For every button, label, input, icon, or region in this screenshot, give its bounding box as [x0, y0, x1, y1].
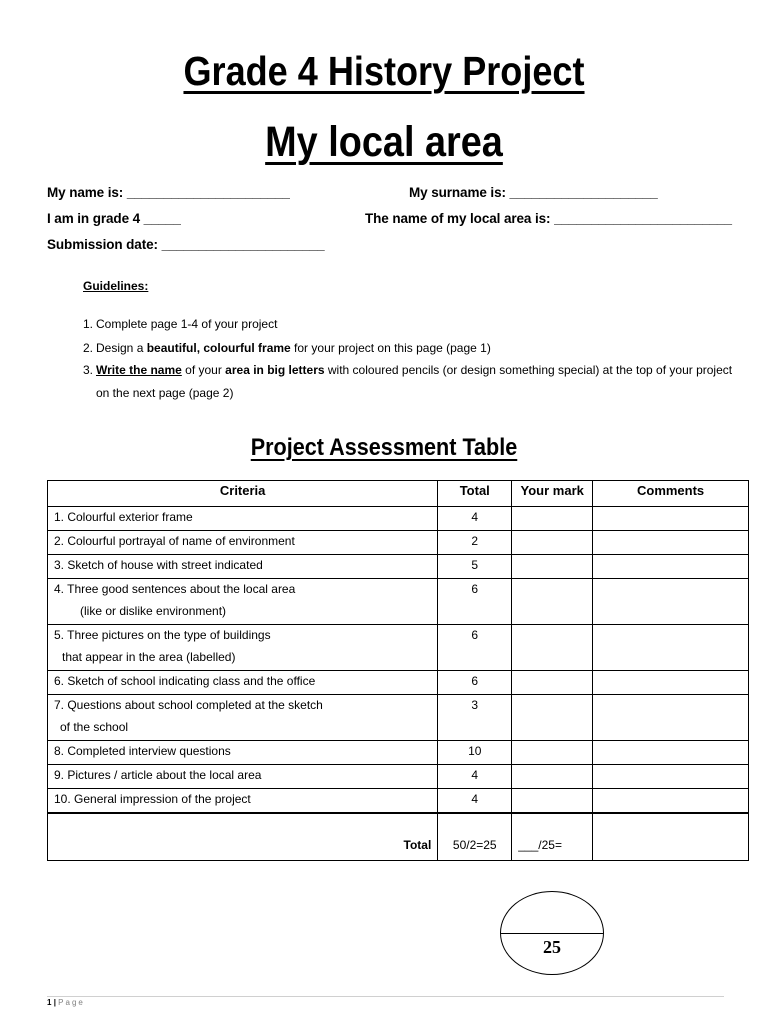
- column-header-comments: Comments: [593, 481, 749, 507]
- criteria-cell: [48, 695, 438, 741]
- total-cell: 2: [438, 531, 512, 555]
- comments-cell[interactable]: [593, 507, 749, 531]
- page-footer: [47, 998, 85, 1007]
- total-cell: 4: [438, 507, 512, 531]
- table-row: [48, 765, 749, 789]
- comments-cell[interactable]: [593, 741, 749, 765]
- table-row: [48, 555, 749, 579]
- guideline-text: Complete page 1-4 of your project: [96, 317, 278, 331]
- your-mark-cell[interactable]: [512, 741, 593, 765]
- submission-date-field[interactable]: Submission date: ______________________: [47, 237, 325, 252]
- criteria-cell: 2. Colourful portrayal of name of environment: [48, 531, 438, 555]
- comments-cell[interactable]: [593, 695, 749, 741]
- table-header-row: [48, 481, 749, 507]
- name-field[interactable]: My name is: ______________________: [47, 185, 290, 200]
- guideline-emphasis: area in big letters: [225, 363, 325, 377]
- your-mark-cell[interactable]: [512, 765, 593, 789]
- your-mark-cell[interactable]: [512, 625, 593, 671]
- criteria-text-continued: (like or dislike environment): [80, 604, 227, 618]
- assessment-table: [47, 480, 749, 861]
- comments-cell[interactable]: [593, 625, 749, 671]
- guideline-item-1: [83, 317, 277, 331]
- table-row: [48, 741, 749, 765]
- score-circle: [500, 891, 604, 975]
- guideline-text: for your project on this page (page 1): [290, 341, 491, 355]
- table-row: [48, 625, 749, 671]
- your-mark-cell[interactable]: [512, 507, 593, 531]
- total-cell: 6: [438, 579, 512, 625]
- total-row: [48, 813, 749, 861]
- your-total-cell[interactable]: ___/25=: [512, 813, 593, 861]
- comments-cell[interactable]: [593, 579, 749, 625]
- total-cell: 4: [438, 789, 512, 813]
- guideline-number: 1.: [83, 317, 94, 331]
- criteria-text: 5. Three pictures on the type of buildings: [54, 628, 271, 642]
- criteria-text: 7. Questions about school completed at the sketch: [54, 698, 323, 712]
- guideline-item-2: [83, 341, 491, 355]
- table-row: [48, 531, 749, 555]
- criteria-cell: 6. Sketch of school indicating class and the office: [48, 671, 438, 695]
- page-separator: |: [53, 998, 56, 1007]
- total-label: Total: [48, 813, 438, 861]
- comments-cell[interactable]: [593, 765, 749, 789]
- local-area-field[interactable]: The name of my local area is: ________________________: [365, 211, 732, 226]
- title-line-1: Grade 4 History Project: [183, 48, 585, 94]
- table-row: [48, 671, 749, 695]
- your-mark-cell[interactable]: [512, 671, 593, 695]
- comments-cell[interactable]: [593, 789, 749, 813]
- your-mark-cell[interactable]: [512, 579, 593, 625]
- your-mark-cell[interactable]: [512, 531, 593, 555]
- column-header-total: Total: [438, 481, 512, 507]
- table-row: [48, 579, 749, 625]
- comments-cell[interactable]: [593, 531, 749, 555]
- title-line-2: My local area: [265, 118, 503, 166]
- guideline-text: with coloured pencils (or design something special) at the top of your project: [324, 363, 733, 377]
- score-divider: [501, 933, 603, 934]
- column-header-criteria: Criteria: [48, 481, 438, 507]
- total-cell: 3: [438, 695, 512, 741]
- grade-field[interactable]: I am in grade 4 _____: [47, 211, 181, 226]
- table-row: [48, 507, 749, 531]
- guideline-emphasis: beautiful, colourful frame: [146, 341, 291, 355]
- guidelines-heading: Guidelines:: [83, 279, 149, 293]
- page-label: Page: [58, 998, 85, 1007]
- criteria-cell: 9. Pictures / article about the local area: [48, 765, 438, 789]
- criteria-text-continued: that appear in the area (labelled): [62, 650, 236, 664]
- page-number: 1: [47, 998, 52, 1007]
- guideline-text: of your: [181, 363, 226, 377]
- surname-field[interactable]: My surname is: ____________________: [409, 185, 658, 200]
- criteria-cell: 1. Colourful exterior frame: [48, 507, 438, 531]
- total-cell: 5: [438, 555, 512, 579]
- total-value: 50/2=25: [438, 813, 512, 861]
- guideline-item-3: [83, 363, 732, 377]
- total-cell: 6: [438, 671, 512, 695]
- total-cell: 6: [438, 625, 512, 671]
- table-row: [48, 695, 749, 741]
- your-mark-cell[interactable]: [512, 789, 593, 813]
- criteria-cell: [48, 625, 438, 671]
- criteria-cell: 10. General impression of the project: [48, 789, 438, 813]
- score-value: 25: [543, 937, 561, 957]
- your-mark-cell[interactable]: [512, 555, 593, 579]
- guideline-emphasis: Write the name: [96, 363, 182, 377]
- assessment-table-title: Project Assessment Table: [250, 434, 518, 461]
- criteria-text: 4. Three good sentences about the local area: [54, 582, 296, 596]
- criteria-cell: 3. Sketch of house with street indicated: [48, 555, 438, 579]
- total-cell: 10: [438, 741, 512, 765]
- guideline-item-3-continued: on the next page (page 2): [96, 386, 234, 400]
- total-cell: 4: [438, 765, 512, 789]
- guideline-number: 2.: [83, 341, 94, 355]
- comments-cell[interactable]: [593, 671, 749, 695]
- your-mark-cell[interactable]: [512, 695, 593, 741]
- guideline-text: Design a: [96, 341, 147, 355]
- guideline-number: 3.: [83, 363, 94, 377]
- comments-total-cell[interactable]: [593, 813, 749, 861]
- table-row: [48, 789, 749, 813]
- criteria-cell: [48, 579, 438, 625]
- comments-cell[interactable]: [593, 555, 749, 579]
- footer-divider: [47, 996, 724, 997]
- column-header-your-mark: Your mark: [512, 481, 593, 507]
- criteria-text-continued: of the school: [60, 720, 129, 734]
- criteria-cell: 8. Completed interview questions: [48, 741, 438, 765]
